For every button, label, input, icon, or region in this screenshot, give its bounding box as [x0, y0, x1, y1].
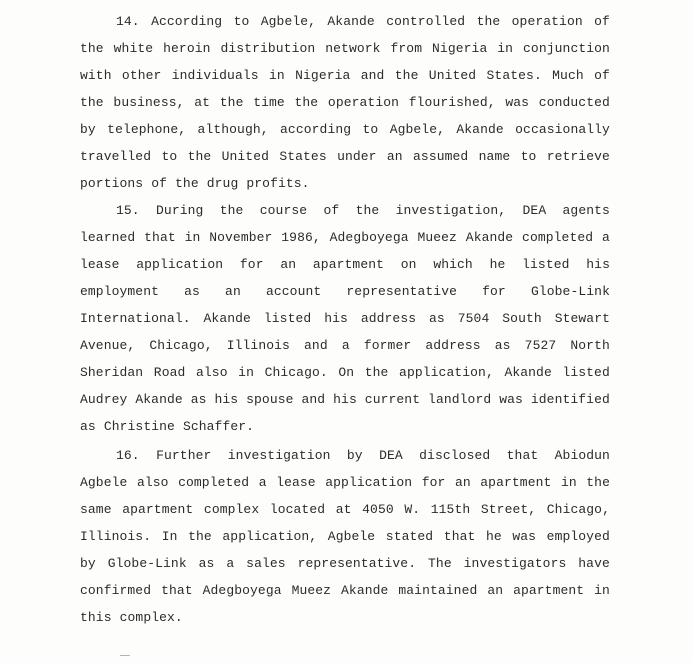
text-line: Audrey Akande as his spouse and his current landlord was identified: [80, 392, 610, 407]
cropped-previous-line: [80, 0, 280, 4]
paragraph-16: [80, 442, 610, 631]
text-line: Avenue, Chicago, Illinois and a former address as 7527 North: [80, 338, 610, 353]
text-line: Sheridan Road also in Chicago. On the application, Akande listed: [80, 365, 610, 380]
text-line: confirmed that Adegboyega Mueez Akande maintained an apartment in: [80, 583, 610, 598]
text-line: International. Akande listed his address as 7504 South Stewart: [80, 311, 610, 326]
text-line: employment as an account representative for Globe-Link: [80, 284, 610, 299]
text-line: travelled to the United States under an assumed name to retrieve: [80, 149, 610, 164]
text-line: the white heroin distribution network from Nigeria in conjunction: [80, 41, 610, 56]
paragraph-15: [80, 197, 610, 440]
text-line: as Christine Schaffer.: [80, 419, 255, 434]
text-line: 15. During the course of the investigation, DEA agents: [116, 203, 610, 218]
text-line: learned that in November 1986, Adegboyega Mueez Akande completed a: [80, 230, 610, 245]
text-line: lease application for an apartment on which he listed his: [80, 257, 610, 272]
text-line: by telephone, although, according to Agbele, Akande occasionally: [80, 122, 610, 137]
text-line: portions of the drug profits.: [80, 176, 310, 191]
text-line: Agbele also completed a lease application for an apartment in the: [80, 475, 610, 490]
text-line: with other individuals in Nigeria and the United States. Much of: [80, 68, 610, 83]
text-line: 16. Further investigation by DEA disclosed that Abiodun: [116, 448, 610, 463]
text-line: same apartment complex located at 4050 W. 115th Street, Chicago,: [80, 502, 610, 517]
text-line: the business, at the time the operation flourished, was conducted: [80, 95, 610, 110]
cropped-next-line-mark: [120, 655, 130, 662]
text-line: 14. According to Agbele, Akande controlled the operation of: [116, 14, 610, 29]
paragraph-14: [80, 8, 610, 197]
text-line: this complex.: [80, 610, 183, 625]
text-line: by Globe-Link as a sales representative. The investigators have: [80, 556, 610, 571]
text-line: Illinois. In the application, Agbele stated that he was employed: [80, 529, 610, 544]
